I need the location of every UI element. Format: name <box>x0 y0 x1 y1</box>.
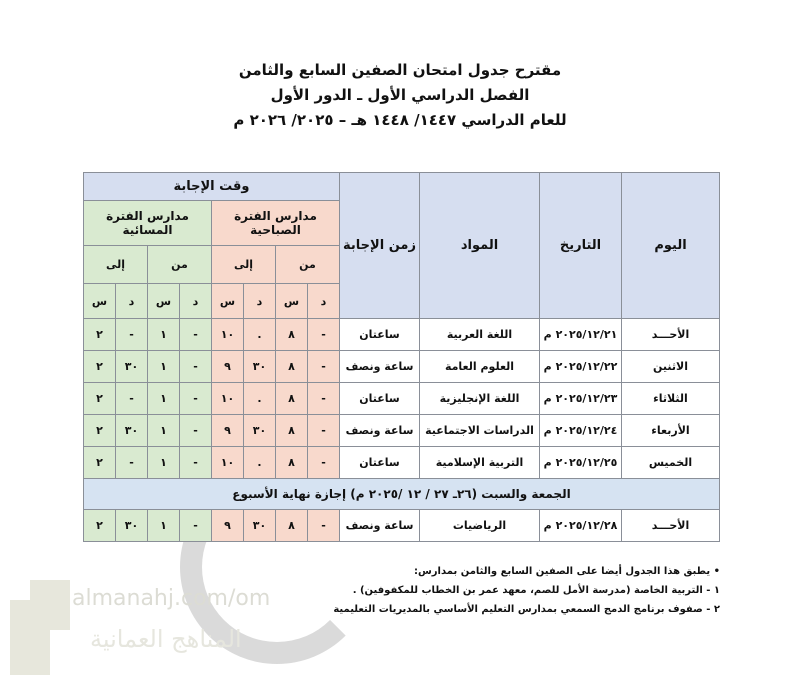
time-cell: - <box>180 447 212 479</box>
header-date: التاريخ <box>540 173 622 319</box>
time-cell: - <box>116 319 148 351</box>
time-cell: ١ <box>148 447 180 479</box>
day-cell: الثلاثاء <box>622 383 720 415</box>
subject-cell: التربية الإسلامية <box>420 447 540 479</box>
date-cell: ٢٠٢٥/١٢/٢٤ م <box>540 415 622 447</box>
time-cell: . <box>244 319 276 351</box>
weekend-row <box>84 479 720 510</box>
date-cell: ٢٠٢٥/١٢/٢٥ م <box>540 447 622 479</box>
header-minute: د <box>180 284 212 319</box>
note-item-1: ١ - التربية الخاصة (مدرسة الأمل للصم، معهد عمر بن الخطاب للمكفوفين) . <box>352 585 720 596</box>
header-minute: د <box>308 284 340 319</box>
time-cell: ٢ <box>84 319 116 351</box>
duration-cell: ساعة ونصف <box>340 351 420 383</box>
time-cell: ٣٠ <box>116 415 148 447</box>
time-cell: ٩ <box>212 510 244 542</box>
header-duration: زمن الإجابة <box>340 173 420 319</box>
header-hour: س <box>212 284 244 319</box>
duration-cell: ساعتان <box>340 319 420 351</box>
time-cell: ٣٠ <box>116 510 148 542</box>
table-row <box>84 510 720 542</box>
time-cell: ١٠ <box>212 447 244 479</box>
header-hour: س <box>276 284 308 319</box>
table-row <box>84 447 720 479</box>
time-cell: ١ <box>148 415 180 447</box>
time-cell: ٨ <box>276 319 308 351</box>
header-to: إلى <box>84 246 148 284</box>
time-cell: ١ <box>148 319 180 351</box>
time-cell: - <box>308 351 340 383</box>
subject-cell: الرياضيات <box>420 510 540 542</box>
duration-cell: ساعتان <box>340 447 420 479</box>
time-cell: ٢ <box>84 510 116 542</box>
time-cell: ٨ <box>276 415 308 447</box>
time-cell: ٩ <box>212 415 244 447</box>
time-cell: - <box>180 415 212 447</box>
subject-cell: العلوم العامة <box>420 351 540 383</box>
time-cell: ٨ <box>276 510 308 542</box>
header-answer-time: وقت الإجابة <box>84 173 340 201</box>
time-cell: - <box>180 383 212 415</box>
time-cell: . <box>244 447 276 479</box>
note-item-2: ٢ - صفوف برنامج الدمج السمعي بمدارس التعليم الأساسي بالمديريات التعليمية <box>333 604 720 615</box>
time-cell: ١ <box>148 351 180 383</box>
day-cell: الأحـــد <box>622 319 720 351</box>
time-cell: ٨ <box>276 383 308 415</box>
date-cell: ٢٠٢٥/١٢/٢٣ م <box>540 383 622 415</box>
time-cell: - <box>180 351 212 383</box>
time-cell: - <box>308 383 340 415</box>
time-cell: ١٠ <box>212 319 244 351</box>
header-hour: س <box>148 284 180 319</box>
subject-cell: اللغة العربية <box>420 319 540 351</box>
title-line-2: الفصل الدراسي الأول ـ الدور الأول <box>270 86 530 104</box>
time-cell: - <box>180 319 212 351</box>
header-morning: مدارس الفترة الصباحية <box>212 201 340 246</box>
duration-cell: ساعة ونصف <box>340 415 420 447</box>
time-cell: ٣٠ <box>244 415 276 447</box>
time-cell: ٢ <box>84 415 116 447</box>
duration-cell: ساعة ونصف <box>340 510 420 542</box>
subject-cell: اللغة الإنجليزية <box>420 383 540 415</box>
title-line-3: للعام الدراسي ١٤٤٧/ ١٤٤٨ هـ – ٢٠٢٥/ ٢٠٢٦ م <box>233 111 567 129</box>
time-cell: . <box>244 383 276 415</box>
time-cell: - <box>308 510 340 542</box>
header-subject: المواد <box>420 173 540 319</box>
header-minute: د <box>116 284 148 319</box>
header-day: اليوم <box>622 173 720 319</box>
title-line-1: مقترح جدول امتحان الصفين السابع والثامن <box>238 61 562 79</box>
day-cell: الاثنين <box>622 351 720 383</box>
duration-cell: ساعتان <box>340 383 420 415</box>
table-row <box>84 351 720 383</box>
watermark-name: المناهج العمانية <box>90 625 242 653</box>
day-cell: الأحـــد <box>622 510 720 542</box>
time-cell: ٨ <box>276 351 308 383</box>
time-cell: ٣٠ <box>244 510 276 542</box>
date-cell: ٢٠٢٥/١٢/٢٨ م <box>540 510 622 542</box>
time-cell: - <box>116 447 148 479</box>
note-intro: • يطبق هذا الجدول أيضا على الصفين السابع والثامن بمدارس: <box>414 566 720 577</box>
header-from: من <box>276 246 340 284</box>
time-cell: ٨ <box>276 447 308 479</box>
exam-schedule-table <box>83 172 720 542</box>
time-cell: ٣٠ <box>116 351 148 383</box>
date-cell: ٢٠٢٥/١٢/٢٢ م <box>540 351 622 383</box>
date-cell: ٢٠٢٥/١٢/٢١ م <box>540 319 622 351</box>
weekend-note: الجمعة والسبت (٢٦ـ ٢٧ / ١٢ /٢٠٢٥ م) إجازة نهاية الأسبوع <box>84 479 720 510</box>
time-cell: - <box>308 447 340 479</box>
header-hour: س <box>84 284 116 319</box>
header-minute: د <box>244 284 276 319</box>
header-from: من <box>148 246 212 284</box>
table-row <box>84 383 720 415</box>
header-to: إلى <box>212 246 276 284</box>
day-cell: الخميس <box>622 447 720 479</box>
day-cell: الأربعاء <box>622 415 720 447</box>
time-cell: - <box>308 415 340 447</box>
time-cell: ٩ <box>212 351 244 383</box>
table-row <box>84 319 720 351</box>
header-evening: مدارس الفترة المسائية <box>84 201 212 246</box>
time-cell: ١٠ <box>212 383 244 415</box>
time-cell: ٢ <box>84 447 116 479</box>
time-cell: ٣٠ <box>244 351 276 383</box>
time-cell: - <box>116 383 148 415</box>
notes <box>270 562 720 619</box>
table-row <box>84 415 720 447</box>
time-cell: ٢ <box>84 383 116 415</box>
subject-cell: الدراسات الاجتماعية <box>420 415 540 447</box>
watermark-url: almanahj.com/om <box>72 586 271 611</box>
time-cell: ١ <box>148 383 180 415</box>
watermark-logo-part <box>30 580 70 630</box>
time-cell: ٢ <box>84 351 116 383</box>
time-cell: - <box>308 319 340 351</box>
time-cell: - <box>180 510 212 542</box>
document-title <box>200 58 600 133</box>
time-cell: ١ <box>148 510 180 542</box>
